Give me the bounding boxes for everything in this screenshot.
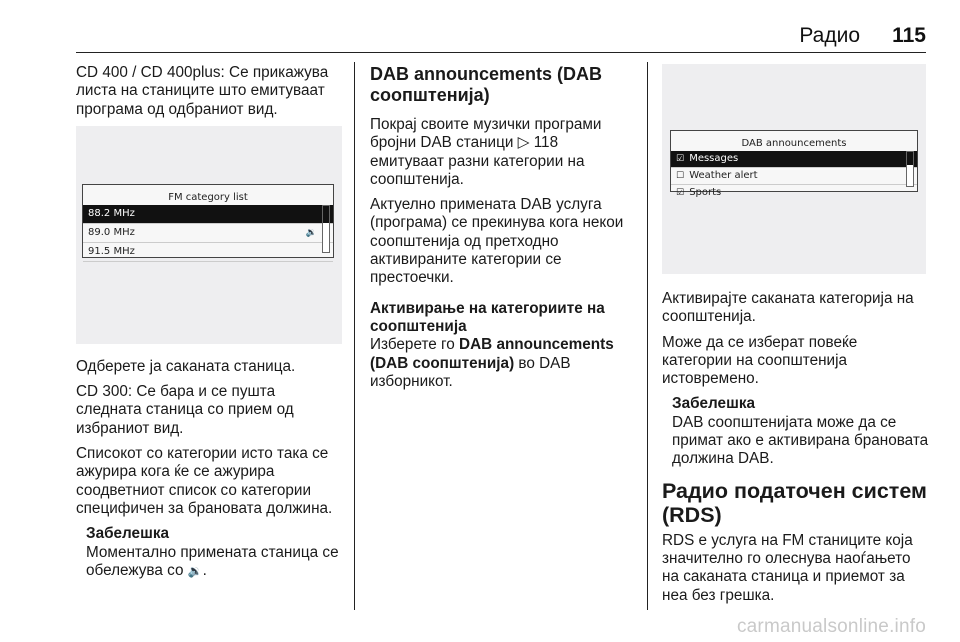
paragraph: Може да се изберат повеќе категории на соопштенија истовремено. [662, 333, 858, 388]
note [672, 395, 930, 468]
checkbox-checked-icon[interactable]: ☑ [676, 154, 685, 164]
column-2 [370, 64, 636, 398]
list-item[interactable]: ☑ Sports [671, 185, 917, 201]
section-heading: DAB announcements (DAB соопштенија) [370, 64, 603, 105]
screen-title: DAB announcements [741, 138, 847, 149]
dab-announcements-screen [670, 130, 918, 198]
list-item[interactable]: ☐ Weather alert [671, 168, 917, 185]
paragraph: Покрај своите музички програми бројни DAB станици ▷ 118 емитуваат разни категории на соопштенија. [370, 116, 602, 188]
page-number: 115 [892, 24, 926, 47]
section-heading: Радио податочен систем (RDS) [662, 478, 927, 527]
scrollbar-thumb[interactable] [323, 206, 329, 223]
header-rule [76, 52, 926, 53]
paragraph: RDS е услуга на FM станиците која значително го олеснува наоѓањето на саканата станица и приемот за неа без грешка. [662, 531, 913, 604]
paragraph: Изберете го DAB announcements (DAB соопштенија) во DAB изборникот. [370, 336, 614, 390]
chapter-title: Радио [799, 24, 860, 47]
column-1 [76, 64, 342, 587]
speaker-icon: 🔉 [187, 563, 203, 578]
paragraph: Одберете ја саканата станица. [76, 357, 296, 375]
note [86, 525, 342, 580]
note-body: DAB соопштенијата може да се примат ако е активирана брановата должина DAB. [672, 413, 929, 468]
arrow-ref-icon: ▷ [517, 134, 530, 152]
scrollbar[interactable] [322, 205, 330, 253]
page-reference-link[interactable]: 118 [533, 134, 559, 152]
list-item-selected[interactable]: ☑ Messages [671, 151, 917, 168]
note-heading: Забелешка [86, 525, 169, 543]
list-item[interactable]: 89.0 MHz 🔉 [83, 224, 333, 243]
note-body: Моментално примената станица се обележува со 🔉. [86, 543, 339, 579]
paragraph: Актуелно примената DAB услуга (програма) се прекинува кога некои соопштенија од претходно активираните категории се престоечки. [370, 196, 624, 287]
paragraph: CD 400 / CD 400plus: Се прикажува листа на станиците што емитуваат програма од одбраниот вид. [76, 64, 329, 118]
scrollbar[interactable] [906, 151, 914, 187]
screen-title: FM category list [168, 191, 248, 203]
watermark: carmanualsonline.info [736, 616, 926, 637]
checkbox-empty-icon[interactable]: ☐ [676, 171, 685, 181]
speaker-icon: 🔉 [305, 227, 317, 238]
paragraph: CD 300: Се бара и се пушта следната станица со прием од избраниот вид. [76, 383, 294, 437]
column-divider [354, 62, 355, 610]
scrollbar-thumb[interactable] [907, 152, 913, 165]
dab-announcements-figure [662, 64, 926, 274]
column-divider [647, 62, 648, 610]
fm-category-figure [76, 126, 342, 344]
paragraph: Списокот со категории исто така се ажурира кога ќе се ажурира соодветниот список со категории специфичен за брановата должина. [76, 445, 333, 517]
subheading: Активирање на категориите на соопштенија [370, 299, 605, 335]
note-heading: Забелешка [672, 395, 755, 413]
list-item[interactable]: 91.5 MHz [83, 243, 333, 262]
page-header [0, 0, 960, 52]
fm-category-screen [82, 184, 334, 258]
checkbox-checked-icon[interactable]: ☑ [676, 188, 685, 198]
column-3 [662, 64, 930, 612]
paragraph: Активирајте саканата категорија на соопштенија. [662, 290, 914, 326]
list-item-selected[interactable]: 88.2 MHz [83, 205, 333, 224]
